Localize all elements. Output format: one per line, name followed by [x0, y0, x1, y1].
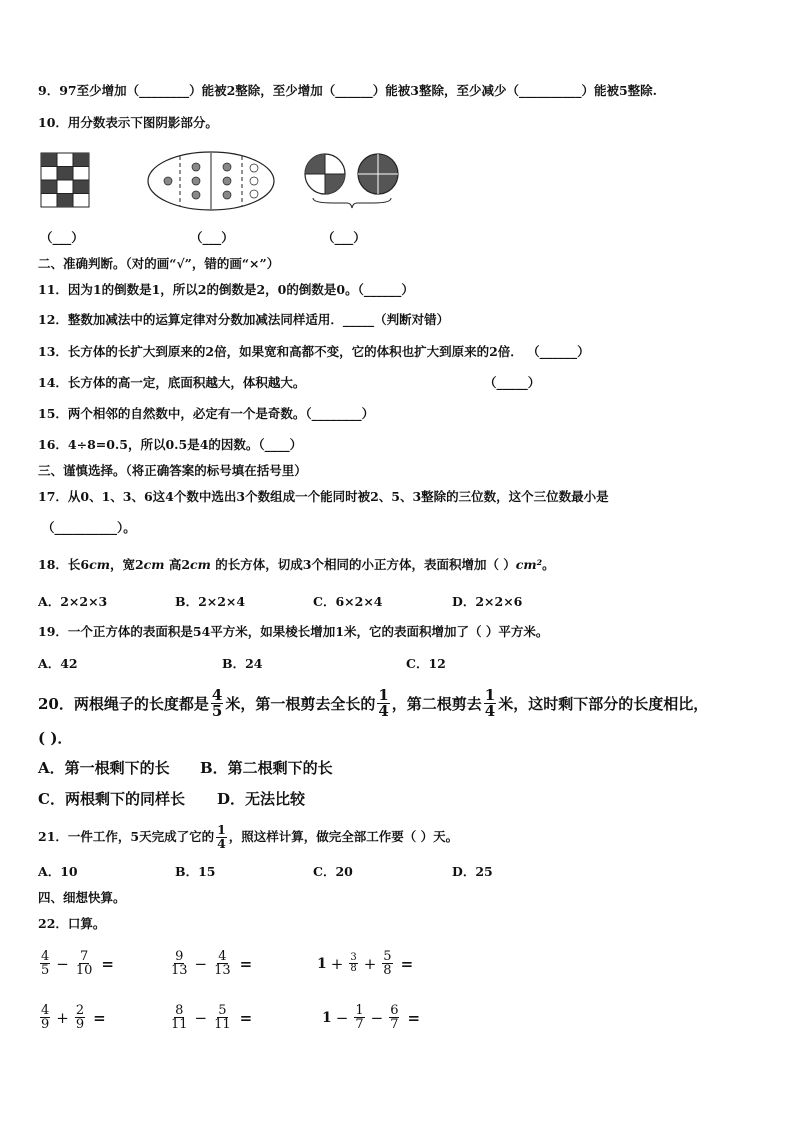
- fraction-denominator: 7: [355, 1017, 364, 1032]
- calc-1: [38, 950, 114, 977]
- fraction-numerator: 5: [383, 949, 392, 964]
- q20-line-2: ( )．: [38, 729, 73, 747]
- fraction-numerator: 5: [218, 1003, 227, 1018]
- question-19: 19．一个正方体的表面积是54平方米，如果棱长增加1米，它的表面积增加了（ ）平方米。: [38, 624, 549, 639]
- equals-sign: =: [407, 1008, 421, 1027]
- q18-option-a[interactable]: A．2×2×3: [38, 594, 108, 609]
- question-17-line-1: 17．从0、1、3、6这4个数中选出3个数组成一个能同时被2、5、3整除的三位数，这个三位数最小是: [38, 489, 609, 504]
- minus-sign: −: [335, 1008, 349, 1027]
- calc-4-fraction-b: [75, 1004, 85, 1031]
- fraction-numerator: 2: [75, 1003, 85, 1018]
- calc-3-fraction-a: [349, 953, 357, 974]
- question-11: 11．因为1的倒数是1，所以2的倒数是2，0的倒数是0。（______）: [38, 282, 414, 297]
- equals-sign: =: [400, 954, 414, 973]
- plus-sign: +: [330, 954, 344, 973]
- fraction-denominator: 4: [378, 702, 389, 720]
- fraction-numerator: 4: [218, 949, 227, 964]
- q18-unit-2: cm: [143, 557, 165, 572]
- question-12: 12．整数加减法中的运算定律对分数加减法同样适用．_____（判断对错）: [38, 312, 450, 327]
- fraction-numerator: 4: [41, 949, 50, 964]
- section-2-heading: 二、准确判断。（对的画“√”，错的画“×”）: [38, 256, 280, 271]
- calc-4-fraction-a: [40, 1004, 50, 1031]
- fraction-numerator: 3: [350, 952, 357, 963]
- fraction-denominator: 7: [390, 1017, 399, 1032]
- fraction-denominator: 10: [75, 963, 93, 978]
- plus-sign: +: [56, 1008, 69, 1027]
- section-3-heading: 三、谨慎选择。（将正确答案的标号填在括号里）: [38, 463, 307, 478]
- calc-6-fraction-a: [354, 1004, 364, 1031]
- q18-option-b[interactable]: B．2×2×4: [175, 594, 246, 609]
- fraction-denominator: 5: [211, 702, 223, 720]
- question-9: 9．97至少增加（________）能被2整除，至少增加（______）能被3整除，至少减少（__________）能被5整除.: [38, 83, 658, 98]
- q18-text-2: ，宽2: [109, 557, 144, 572]
- fraction-denominator: 5: [41, 963, 50, 978]
- question-15: 15．两个相邻的自然数中，必定有一个是奇数。（________）: [38, 406, 375, 421]
- q19-option-c[interactable]: C．12: [406, 656, 446, 671]
- calc-2-fraction-a: [170, 950, 189, 977]
- question-10: 10．用分数表示下图阴影部分。: [38, 115, 218, 130]
- q18-unit-3: cm: [190, 557, 211, 572]
- calc-6-fraction-b: [389, 1004, 399, 1031]
- fraction-numerator: 8: [175, 1003, 184, 1018]
- q20-fraction-1: [211, 688, 223, 719]
- fraction-denominator: 9: [41, 1017, 50, 1032]
- q18-text-4: 的长方体，切成3个相同的小正方体，表面积增加（ ）: [210, 557, 516, 572]
- circles-figure: [303, 150, 403, 212]
- q21-fraction: [216, 824, 227, 850]
- fraction-numerator: 1: [217, 822, 226, 837]
- fraction-denominator: 8: [350, 963, 357, 974]
- question-17-line-2: （__________）。: [42, 520, 136, 535]
- minus-sign: −: [370, 1008, 384, 1027]
- question-13: 13．长方体的长扩大到原来的2倍，如果宽和高都不变，它的体积也扩大到原来的2倍． （______）: [38, 344, 590, 359]
- calc-1-fraction-a: [40, 950, 50, 977]
- fraction-numerator: 6: [390, 1003, 399, 1018]
- fraction-denominator: 4: [217, 835, 226, 851]
- equals-sign: =: [101, 954, 114, 973]
- ellipse-dots-figure: [146, 150, 276, 212]
- fraction-numerator: 4: [211, 686, 223, 704]
- equals-sign: =: [239, 954, 253, 973]
- q20-text-2: 米，第一根剪去全长的: [225, 694, 376, 713]
- fraction-numerator: 4: [41, 1003, 50, 1018]
- checkerboard-figure: [40, 152, 90, 208]
- q10-blank-1[interactable]: （___）: [40, 230, 84, 245]
- question-21: [38, 824, 458, 850]
- calc-3-lead: 1: [317, 955, 327, 972]
- question-20: [38, 688, 708, 719]
- q18-option-d[interactable]: D．2×2×6: [452, 594, 523, 609]
- q18-unit-4: cm²: [515, 557, 543, 572]
- calc-5-fraction-a: [170, 1004, 189, 1031]
- calc-6-lead: 1: [322, 1009, 332, 1026]
- q21-option-b[interactable]: B．15: [175, 864, 216, 879]
- calc-5: [168, 1004, 252, 1031]
- q20-text-4: 米，这时剩下部分的长度相比，: [498, 694, 709, 713]
- calc-1-fraction-b: [75, 950, 94, 977]
- q20-fraction-2: [377, 688, 389, 719]
- fraction-numerator: 9: [175, 949, 184, 964]
- q21-option-d[interactable]: D．25: [452, 864, 493, 879]
- fraction-denominator: 9: [75, 1017, 85, 1032]
- q18-unit-1: cm: [89, 557, 110, 572]
- minus-sign: −: [56, 954, 69, 973]
- fraction-denominator: 8: [383, 963, 392, 978]
- section-4-heading: 四、细想快算。: [38, 890, 126, 905]
- q20-option-a[interactable]: A．第一根剩下的长: [38, 759, 170, 777]
- minus-sign: −: [194, 1008, 208, 1027]
- q21-option-c[interactable]: C．20: [313, 864, 353, 879]
- fraction-denominator: 11: [171, 1017, 188, 1032]
- fraction-denominator: 13: [171, 963, 188, 978]
- q20-fraction-3: [484, 688, 496, 719]
- q18-option-c[interactable]: C．6×2×4: [313, 594, 383, 609]
- equals-sign: =: [93, 1008, 106, 1027]
- q21-text-2: ，照这样计算，做完全部工作要（ ）天。: [228, 829, 459, 844]
- plus-sign: +: [363, 954, 377, 973]
- fraction-denominator: 4: [484, 702, 496, 720]
- fraction-numerator: 1: [378, 686, 389, 704]
- q10-blank-3[interactable]: （___）: [322, 230, 366, 245]
- q14-blank[interactable]: （_____）: [484, 375, 541, 390]
- q18-text-1: 18．长6: [38, 557, 90, 572]
- q20-text-3: ，第二根剪去: [391, 694, 482, 713]
- q18-text-3: 高2: [164, 557, 191, 572]
- question-18: [38, 556, 555, 574]
- minus-sign: −: [194, 954, 208, 973]
- calc-4: [38, 1004, 106, 1031]
- calc-2: [168, 950, 252, 977]
- q10-blank-2[interactable]: （___）: [190, 230, 234, 245]
- fraction-denominator: 11: [214, 1017, 231, 1032]
- fraction-denominator: 13: [214, 963, 231, 978]
- q20-option-c[interactable]: C．两根剩下的同样长: [38, 790, 185, 808]
- q19-option-b[interactable]: B．24: [222, 656, 263, 671]
- calc-6: [322, 1004, 420, 1031]
- question-22: 22．口算。: [38, 916, 106, 931]
- calc-5-fraction-b: [213, 1004, 232, 1031]
- fraction-numerator: 7: [79, 949, 89, 964]
- q19-option-a[interactable]: A．42: [38, 656, 78, 671]
- q20-option-b[interactable]: B．第二根剩下的长: [200, 759, 333, 777]
- calc-3: [317, 950, 413, 977]
- q18-text-5: 。: [542, 557, 555, 572]
- question-14: 14．长方体的高一定，底面积越大，体积越大。: [38, 375, 306, 390]
- q20-option-d[interactable]: D．无法比较: [217, 790, 306, 808]
- q21-text-1: 21．一件工作，5天完成了它的: [38, 829, 215, 844]
- q20-text-1: 20．两根绳子的长度都是: [38, 694, 209, 713]
- calc-2-fraction-b: [213, 950, 232, 977]
- equals-sign: =: [239, 1008, 253, 1027]
- calc-3-fraction-b: [382, 950, 392, 977]
- fraction-numerator: 1: [355, 1003, 364, 1018]
- q21-option-a[interactable]: A．10: [38, 864, 78, 879]
- question-16: 16．4÷8=0.5，所以0.5是4的因数。（____）: [38, 437, 303, 452]
- fraction-numerator: 1: [484, 686, 496, 704]
